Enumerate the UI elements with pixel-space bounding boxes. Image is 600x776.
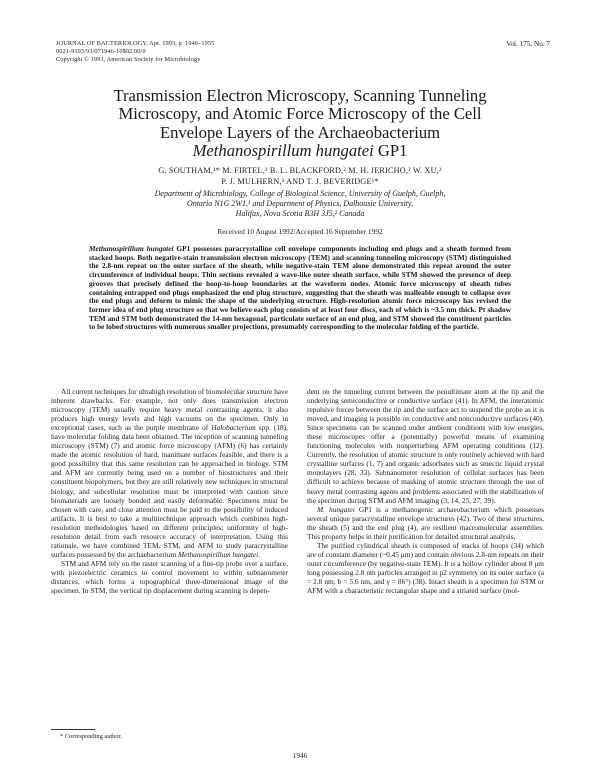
body-text: spp. (18), have molecular folding data been obtained. The inception of scanning tunneling microscopy (STM) (7) and atomic force microscopy (AFM) (6) has certainly made the atomic resolution of hard, inanimate surfaces feasible, and there is a good possibility that this same resolution can be approached in biology. STM and AFM are currently being used on a number of biostructures and their constituent biopolymers, but they are still relatively new techniques in structural biology, and subcellular resolution must be interpreted with caution since biomaterials are loosely bonded and easily deformable. Specimens must be chosen with care, and close attention must be paid to the possibility of induced artifacts. It is best to take a multitechnique approach which combines high-resolution methodologies based on different principles; uniformity of high-resolution detail from each resource accuracy of interpretation. Using this rationale, we have combined TEM, STM, and AFM to study paracrystalline surfaces possessed by the archaebacterium [51, 423, 288, 559]
volume-number: Vol. 175, No. 7 [506, 40, 550, 48]
author-line: P. J. MULHERN,² AND T. J. BEVERIDGE¹* [221, 176, 379, 186]
affiliation-line: Ontario N1G 2W1,¹ and Department of Physics, Dalhousie University, [186, 199, 414, 208]
body-italic: Halobacterium [211, 423, 256, 433]
abstract [89, 245, 511, 332]
affiliation-line: Department of Microbiology, College of Biological Science, University of Guelph, Guelph, [154, 189, 446, 198]
body-paragraph [307, 505, 544, 541]
copyright-line: Copyright © 1993, American Society for Microbiology [56, 56, 201, 64]
title-line [60, 142, 540, 160]
species-name: Methanospirillum hungatei [192, 141, 374, 161]
body-text: GP1 is a methanogenic archaeobacterium which possesses several unique paracrystalline envelope structures (42). Two of these structures, the sheath (5) and the end plug (4), are resilient macromolecular assemblies. This property helps in their purification for detailed structural analysis. [307, 504, 544, 541]
affiliation-line: Halifax, Nova Scotia B3H 3J5,² Canada [235, 209, 365, 218]
affiliations [70, 189, 530, 219]
body-paragraph: STM and AFM rely on the raster scanning of a fine-tip probe over a surface, with piezoelectric ceramics to control movement to within subnanometer distances, which forms a topographical three-dimensional image of the specimen. In STM, the vertical tip displacement during scanning is depen- [51, 558, 288, 596]
title-line: Microscopy, and Atomic Force Microscopy of the Cell [118, 104, 482, 124]
body-text: . [258, 549, 261, 559]
author-line: G. SOUTHAM,¹* M. FIRTEL,² B. L. BLACKFORD,² M. H. JERICHO,² W. XU,² [158, 166, 442, 175]
journal-citation [56, 40, 214, 65]
received-dates: Received 10 August 1992/Accepted 16 September 1992 [217, 227, 383, 236]
footnote: * Corresponding author. [60, 733, 122, 740]
body-paragraph: The purified cylindrical sheath is composed of stacks of hoops (34) which are of constant diameter (~0.45 μm) and contain obvious 2.8-nm repeats on their outer circumference (by negative-stain TEM). It is a hollow cylinder about 8 μm long possessing 2.8 nm particles arranged in p2 symmetry on its outer surface (a = 2.8 nm, b = 5.6 nm, and γ = 86°) (38). Intact sheath is a specimen for STM or AFM with a characteristic rectangular shape and a striated surface (mol- [307, 540, 544, 596]
article-title [60, 87, 540, 161]
journal-line: JOURNAL OF BACTERIOLOGY, Apr. 1993, p. 1946–1955 [56, 40, 215, 47]
title-line: Envelope Layers of the Archaeobacterium [159, 122, 441, 142]
body-column-right [307, 387, 544, 595]
body-italic: M. hungatei [317, 504, 355, 514]
footnote-rule [51, 729, 95, 730]
page-number: 1946 [292, 752, 308, 760]
body-paragraph [51, 387, 288, 559]
body-italic: Methanospirillum hungatei [178, 549, 259, 559]
title-line: Transmission Electron Microscopy, Scanning Tunneling [113, 86, 487, 105]
author-list [60, 166, 540, 187]
body-paragraph: dent on the tunneling current between the penultimate atom at the tip and the underlying semiconductive or conductive surface (41). In AFM, the interatomic repulsive forces between the tip and the surface act to suspend the probe as it is moved, and imaging is possible on conductive and nonconductive surfaces (40). Since specimens can be scanned under ambient conditions with low energies, these microscopes offer a (potentially) powerful means of examining functioning molecules with nonperturbing AFM operating conditions (12). Currently, the resolution of atomic structure is only routinely achieved with hard crystalline surfaces (1, 7) and organic adsorbates such as smectic liquid crystal monolayers (28, 33). Subnanometer resolution of cellular surfaces has been difficult to achieve because of masking of atomic structure through the use of heavy metal contrasting agents and problems associated with the stabilization of the specimen during STM and AFM imaging (3, 14, 25, 27, 39). [307, 387, 544, 505]
abstract-species: Methanospirillum hungatei [89, 244, 174, 253]
journal-code: 0021-9193/93/071946-10$02.00/0 [56, 48, 146, 56]
body-text: All current techniques for ultrahigh resolution of biomolecular structure have inherent drawbacks. For example, not only does transmission electron microscopy (TEM) usually require heavy metal contrasting agents, it also produces high energy levels and high vacuums on the specimen. Only in exceptional cases, such as the purple membrane of [51, 387, 288, 433]
abstract-text: GP1 possesses paracrystalline cell envelope components including end plugs and a sheath formed from stacked hoops. Both negative-stain transmission electron microscopy (TEM) and scanning tunneling microscopy (STM) distinguished the 2.8-nm repeat on the outer surface of the sheath, while negative-stain TEM alone demonstrated this repeat around the outer circumference of individual hoops. Thin sections revealed a wave-like outer sheath surface, while STM showed the presence of deep grooves that precisely defined the hoop-to-hoop boundaries at the waveform nodes. Atomic force microscopy of sheath tubes containing entrapped end plugs emphasized the end plug structure, suggesting that the sheath was malleable enough to collapse over the end plugs and deform to mimic the shape of the underlying structure. High-resolution atomic force microscopy has revised the former idea of end plug structure so that we believe each plug consists of at least four discs, each of which is ~3.5 nm thick. Pt shadow TEM and STM both demonstrated the 14-nm hexagonal, particulate surface of an end plug, and STM showed the constituent particles to be lobed structures with numerous smaller projections, presumably corresponding to the molecular folding of the particle. [89, 244, 511, 332]
body-column-left [51, 387, 288, 595]
strain-name: GP1 [373, 141, 408, 161]
